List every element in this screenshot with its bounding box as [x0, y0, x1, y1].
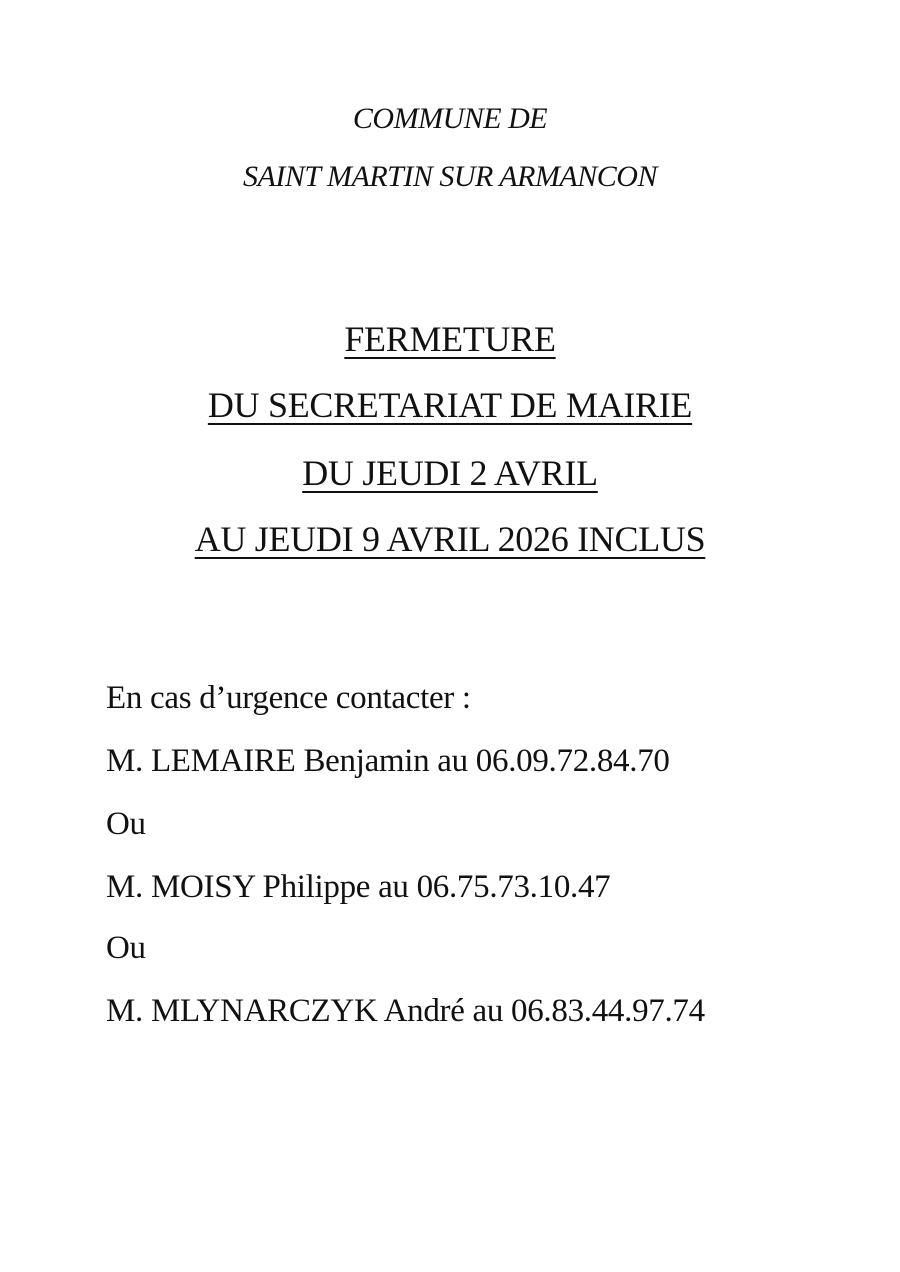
notice-title-closure: FERMETURE: [344, 319, 556, 359]
header-town-name: SAINT MARTIN SUR ARMANCON: [243, 160, 657, 193]
notice-title-end-date: AU JEUDI 9 AVRIL 2026 INCLUS: [194, 519, 706, 559]
notice-title-start-date: DU JEUDI 2 AVRIL: [302, 453, 598, 493]
or-separator: Ou: [106, 806, 146, 842]
header-commune: COMMUNE DE: [352, 102, 548, 135]
contact-lemaire: M. LEMAIRE Benjamin au 06.09.72.84.70: [106, 743, 670, 779]
or-separator: Ou: [106, 930, 146, 966]
emergency-intro: En cas d’urgence contacter :: [106, 680, 471, 716]
contact-moisy: M. MOISY Philippe au 06.75.73.10.47: [106, 869, 611, 905]
contact-mlynarczyk: M. MLYNARCZYK André au 06.83.44.97.74: [106, 993, 705, 1029]
notice-title-office: DU SECRETARIAT DE MAIRIE: [207, 385, 693, 425]
